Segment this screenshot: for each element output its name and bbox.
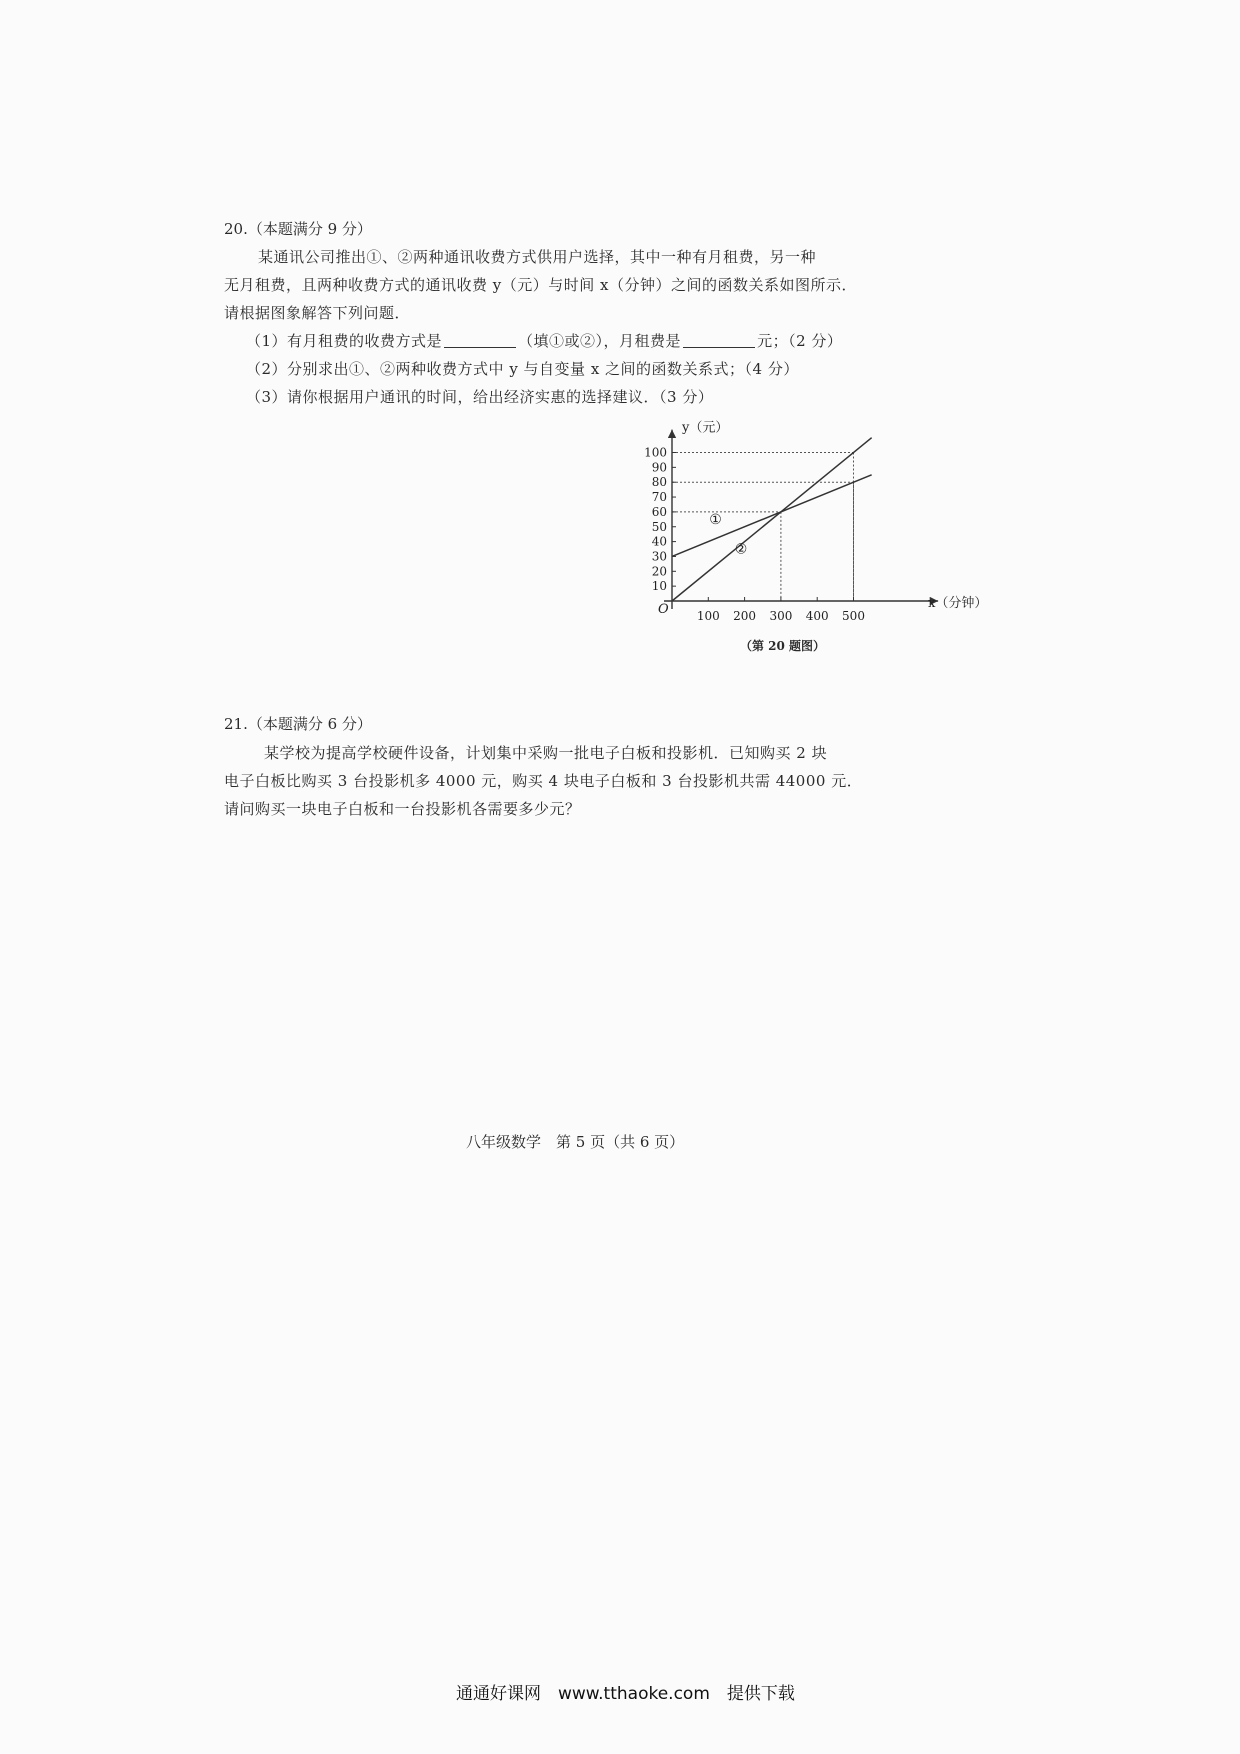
x-tick-label-400: 400 [805, 609, 829, 623]
y-tick-label-50: 50 [651, 519, 667, 534]
x-tick-label-500: 500 [842, 609, 865, 623]
series-label-2: ② [734, 541, 748, 558]
q20-part1-text-c: 元；（2 分） [757, 332, 843, 350]
q21-line2: 电子白板比购买 3 台投影机多 4000 元，购买 4 块电子白板和 3 台投影机共需 44000 元． [224, 772, 863, 790]
y-tick-label-70: 70 [651, 490, 667, 505]
y-tick-label-40: 40 [651, 534, 667, 549]
y-tick-label-100: 100 [644, 445, 667, 460]
y-tick-label-10: 10 [651, 579, 667, 594]
x-tick-label-300: 300 [769, 609, 793, 623]
y-axis-label: y（元） [682, 420, 729, 436]
page-footer: 八年级数学 第 5 页（共 6 页） [466, 1133, 685, 1151]
x-axis-label: x（分钟） [928, 596, 988, 611]
q20-stem-line3: 请根据图象解答下列问题． [224, 304, 411, 322]
q20-part1-text-a: （1）有月租费的收费方式是 [246, 332, 443, 350]
q20-part3: （3）请你根据用户通讯的时间，给出经济实惠的选择建议．（3 分） [246, 388, 714, 406]
y-tick-label-30: 30 [651, 549, 667, 564]
watermark-text: 通通好课网 www.tthaoke.com 提供下载 [456, 1684, 795, 1704]
y-tick-label-90: 90 [651, 460, 667, 475]
q20-stem-line1: 某通讯公司推出①、②两种通讯收费方式供用户选择，其中一种有月租费，另一种 [258, 248, 817, 266]
series-line-2 [672, 438, 872, 601]
x-tick-label-100: 100 [696, 609, 720, 623]
q20-part2: （2）分别求出①、②两种收费方式中 y 与自变量 x 之间的函数关系式；（4 分） [246, 360, 799, 378]
q21-header: 21.（本题满分 6 分） [224, 715, 372, 733]
origin-label: O [658, 602, 669, 617]
q20-header: 20.（本题满分 9 分） [224, 220, 372, 238]
q20-part1-text-b: （填①或②），月租费是 [518, 332, 682, 350]
q21-line1: 某学校为提高学校硬件设备，计划集中采购一批电子白板和投影机．已知购买 2 块 [264, 744, 828, 762]
chart-caption: （第 20 题图） [740, 639, 826, 653]
series-label-1: ① [709, 511, 722, 528]
y-tick-label-20: 20 [651, 564, 667, 579]
x-tick-label-200: 200 [733, 609, 757, 623]
y-tick-label-80: 80 [651, 475, 667, 490]
q20-stem-line2: 无月租费，且两种收费方式的通讯收费 y（元）与时间 x（分钟）之间的函数关系如图所示． [224, 276, 857, 294]
series-line-1 [672, 475, 872, 557]
q21-line3: 请问购买一块电子白板和一台投影机各需要多少元？ [224, 800, 581, 818]
y-tick-label-60: 60 [651, 504, 667, 519]
